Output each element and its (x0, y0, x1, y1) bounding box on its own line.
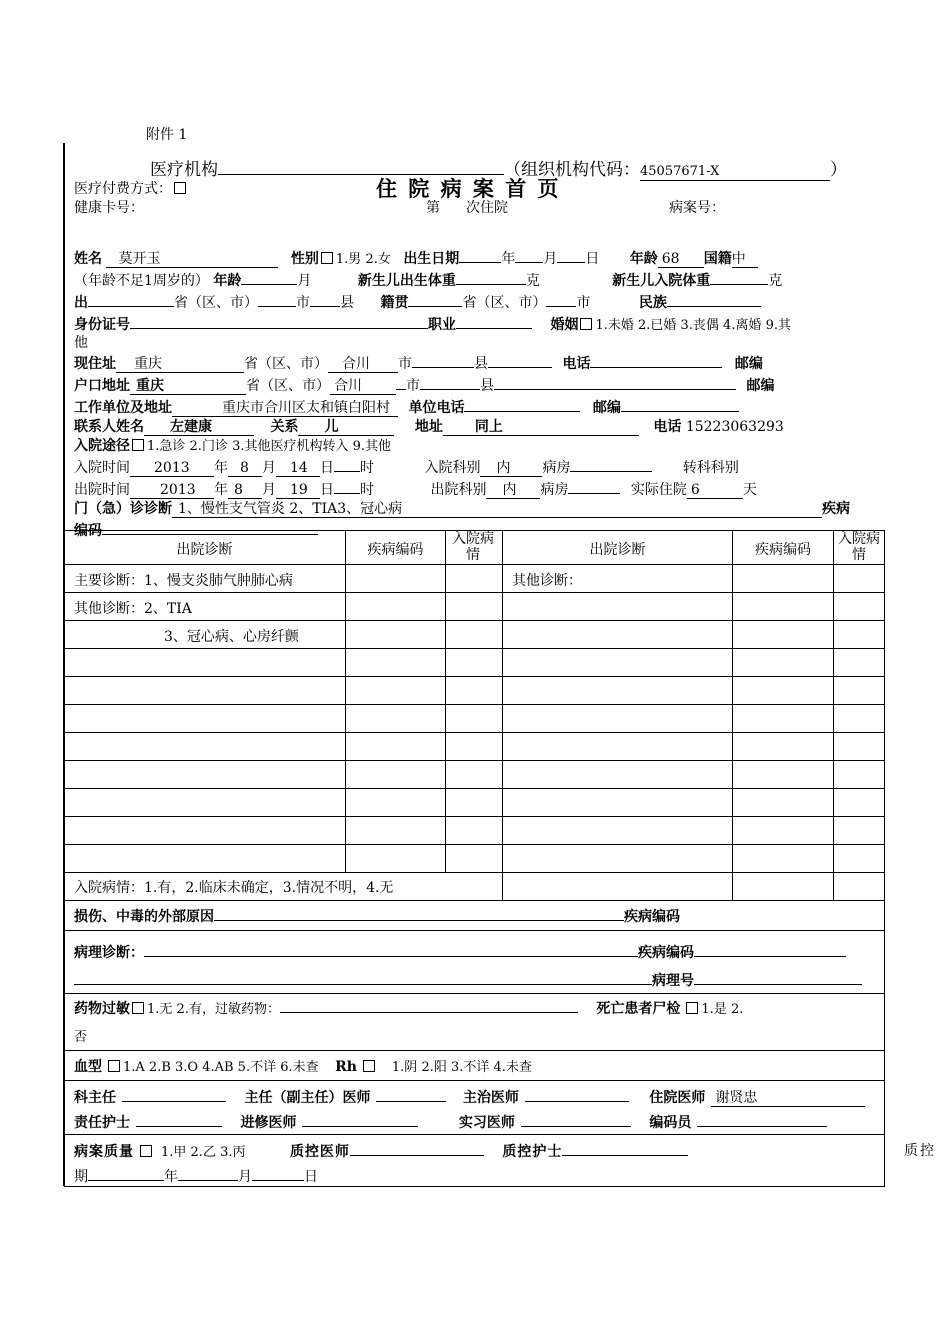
marriage-checkbox[interactable] (580, 318, 592, 330)
birth-month[interactable] (515, 247, 543, 263)
qc-date-label: 质控 (904, 1143, 936, 1159)
blood-options: 1.A 2.B 3.O 4.AB 5.不详 6.未查 (123, 1060, 319, 1075)
attending-label: 主治医师 (462, 1090, 519, 1106)
autopsy-options: 1.是 2. (701, 1002, 744, 1017)
record-no-label: 病案号： (669, 200, 725, 216)
clinic-diag-label: 门（急）诊诊断 (74, 501, 172, 517)
birthplace-county[interactable] (310, 291, 340, 307)
nationality-label: 国籍 (703, 251, 732, 267)
household-province-unit: 省（区、市） (246, 378, 330, 394)
injury-label: 损伤、中毒的外部原因 (74, 909, 214, 925)
out-year-unit: 年 (214, 482, 228, 498)
chief-input[interactable] (376, 1086, 446, 1102)
clinic-code-label: 编码 (74, 523, 102, 539)
nurse-label: 责任护士 (74, 1115, 130, 1131)
blood-line (64, 1080, 884, 1081)
clinic-disease-label: 疾病 (822, 501, 850, 517)
col-header-discharge-diag: 出院诊断 (176, 542, 233, 558)
newborn-weight-label: 新生儿出生体重 (357, 273, 456, 289)
health-card-label: 健康卡号： (74, 200, 144, 216)
col-header-disease-code: 疾病编码 (367, 542, 424, 558)
out-hour[interactable] (334, 478, 360, 494)
birth-day-unit: 日 (585, 251, 600, 267)
out-ward[interactable] (568, 478, 620, 494)
org-code-label: （组织机构代码： (504, 160, 640, 180)
contact-addr-label: 地址 (414, 419, 443, 435)
table-row-line (64, 844, 884, 845)
phone-label: 电话 (562, 356, 591, 372)
table-col-line (445, 530, 446, 872)
table-bottom-line (64, 900, 884, 901)
job-input[interactable] (456, 313, 532, 329)
route-checkbox[interactable] (132, 439, 144, 451)
route-options: 1.急诊 2.门诊 3.其他医疗机构转入 9.其他 (147, 439, 392, 454)
birthplace-province[interactable] (88, 291, 174, 307)
in-month[interactable]: 8 (228, 460, 262, 477)
sex-options: 1.男 2.女 (335, 252, 391, 267)
pathology-no-input[interactable] (694, 969, 862, 985)
birthplace-province-unit: 省（区、市） (174, 295, 258, 311)
in-dept[interactable]: 内 (480, 460, 542, 477)
id-label: 身份证号 (74, 317, 130, 333)
autopsy-checkbox[interactable] (686, 1002, 698, 1014)
table-header-line (64, 564, 884, 565)
native-province-unit: 省（区、市） (462, 295, 547, 311)
injury-code-label: 疾病编码 (624, 909, 680, 925)
work-value[interactable]: 重庆市合川区太和镇白阳村 (172, 400, 398, 417)
birth-day[interactable] (557, 247, 585, 263)
table-col-line (732, 530, 733, 900)
in-year[interactable]: 2013 (130, 460, 214, 477)
work-zip-input[interactable] (621, 396, 739, 412)
relation-label: 关系 (270, 419, 299, 435)
out-year[interactable]: 2013 (130, 482, 214, 499)
rh-options: 1.阴 2.阳 3.不详 4.未查 (391, 1060, 532, 1075)
out-hour-unit: 时 (360, 482, 374, 498)
out-day[interactable]: 19 (276, 482, 320, 499)
patient-info (74, 247, 884, 541)
quality-row (74, 1140, 688, 1161)
col-header-adm-condition: 入院病情 (452, 531, 494, 563)
in-day-unit: 日 (320, 460, 334, 476)
birthplace-city-unit: 市 (296, 295, 310, 311)
household-zip-label: 邮编 (746, 378, 775, 394)
quality-checkbox[interactable] (140, 1145, 152, 1157)
address-county-unit: 县 (474, 356, 488, 372)
payment-row (74, 178, 189, 198)
chief-label: 主任（副主任）医师 (244, 1090, 371, 1106)
rh-checkbox[interactable] (363, 1060, 375, 1072)
name-value[interactable]: 莫开玉 (106, 251, 278, 268)
native-province[interactable] (408, 291, 462, 307)
newborn-adm-weight-label: 新生儿入院体重 (612, 273, 711, 289)
in-hour[interactable] (334, 456, 360, 472)
pathology-row-2 (74, 969, 862, 990)
age-value[interactable]: 68 (658, 251, 704, 268)
payment-checkbox[interactable] (174, 182, 186, 194)
work-label: 工作单位及地址 (74, 400, 172, 416)
work-phone-label: 单位电话 (408, 400, 465, 416)
other-diagnosis-2: 其他诊断：2、TIA (74, 601, 192, 617)
qc-year-unit: 年 (164, 1169, 178, 1185)
rh-label: Rh (335, 1059, 357, 1075)
col-header-discharge-diag-2: 出院诊断 (589, 542, 646, 558)
table-col-line (833, 530, 834, 900)
household-label: 户口地址 (74, 378, 130, 394)
in-ward[interactable] (570, 456, 652, 472)
trainee-label: 进修医师 (240, 1115, 297, 1131)
director-label: 科主任 (74, 1090, 116, 1106)
nationality-value[interactable]: 中 (732, 251, 758, 268)
route-label: 入院途径 (74, 438, 130, 454)
director-input[interactable] (122, 1086, 226, 1102)
other-diagnosis-3: 3、冠心病、心房纤颤 (164, 629, 299, 645)
qc-doctor-label: 质控医师 (289, 1144, 350, 1160)
intern-input[interactable] (521, 1111, 631, 1127)
los-value[interactable]: 6 (687, 482, 743, 499)
household-city-line[interactable] (420, 374, 480, 390)
address-province-unit: 省（区、市） (244, 356, 328, 372)
sex-checkbox[interactable] (321, 252, 333, 264)
job-label: 职业 (428, 317, 456, 333)
injury-input[interactable] (214, 905, 624, 921)
address-label: 现住址 (74, 356, 116, 372)
out-month[interactable]: 8 (228, 482, 262, 499)
coder-label: 编码员 (649, 1115, 692, 1131)
table-row-line (64, 760, 884, 761)
col-header-adm-condition-2: 入院病情 (838, 531, 880, 563)
staff-row-1 (74, 1086, 865, 1107)
allergy-checkbox[interactable] (132, 1002, 144, 1014)
pathology-no-label: 病理号 (652, 973, 694, 989)
infant-age-input[interactable] (241, 269, 297, 285)
birthplace-label: 出 (74, 295, 88, 311)
injury-row (74, 905, 680, 926)
table-col-line (345, 530, 346, 872)
out-dept[interactable]: 内 (486, 482, 540, 499)
native-label: 籍贯 (380, 295, 409, 311)
blood-label: 血型 (74, 1059, 102, 1075)
address-county[interactable] (412, 352, 474, 368)
main-diagnosis: 主要诊断：1、慢支炎肺气肿肺心病 (74, 573, 293, 589)
address-city-unit: 市 (398, 356, 412, 372)
frame-bottom-line (64, 1186, 885, 1187)
pathology-input[interactable] (144, 941, 638, 957)
transfer-label: 转科科别 (682, 460, 739, 476)
contact-value[interactable]: 左建康 (144, 419, 254, 436)
address-province[interactable]: 重庆 (116, 356, 244, 373)
out-day-unit: 日 (320, 482, 334, 498)
pathology-code-label: 疾病编码 (638, 945, 694, 961)
ethnic-input[interactable] (667, 291, 761, 307)
in-hour-unit: 时 (360, 460, 374, 476)
in-year-unit: 年 (214, 460, 228, 476)
payment-label: 医疗付费方式： (74, 181, 172, 197)
ethnic-label: 民族 (638, 295, 667, 311)
table-row-line (64, 648, 884, 649)
col-header-disease-code-2: 疾病编码 (755, 542, 811, 558)
in-time-label: 入院时间 (74, 460, 130, 476)
quality-options: 1.甲 2.乙 3.丙 (161, 1145, 246, 1160)
frame-right-border (884, 530, 885, 1186)
allergy-row (74, 997, 743, 1018)
pathology-code-input[interactable] (694, 941, 846, 957)
table-row-line (64, 620, 884, 621)
native-city-unit: 市 (576, 295, 591, 311)
org-code-close: ） (830, 160, 847, 180)
staff-row-2 (74, 1111, 827, 1132)
attending-input[interactable] (525, 1086, 629, 1102)
in-month-unit: 月 (262, 460, 276, 476)
qc-day-unit: 日 (304, 1169, 318, 1185)
contact-label: 联系人姓名 (74, 419, 144, 435)
table-row-line (64, 872, 884, 873)
household-province[interactable]: 重庆 (130, 378, 246, 395)
allergy-label: 药物过敏 (74, 1001, 130, 1017)
contact-addr-value[interactable]: 同上 (443, 419, 639, 436)
newborn-adm-weight-input[interactable] (710, 269, 768, 285)
qc-date-row (74, 1165, 318, 1186)
marriage-options: 1.未婚 2.已婚 3.丧偶 4.离婚 9.其 (595, 318, 791, 333)
other-diagnosis-label: 其他诊断： (512, 573, 582, 589)
marriage-options-cont: 他 (74, 335, 88, 351)
resident-label: 住院医师 (649, 1090, 706, 1106)
household-city-unit: 市 (406, 378, 420, 394)
pathology-row (74, 941, 846, 962)
clinic-code-input[interactable] (102, 519, 318, 535)
page-title: 住 院 病 案 首 页 (376, 176, 561, 201)
relation-value[interactable]: 儿 (298, 419, 394, 436)
qc-doctor-input[interactable] (350, 1140, 484, 1156)
allergy-input[interactable] (280, 997, 578, 1013)
birthplace-city[interactable] (258, 291, 296, 307)
admission-order (426, 197, 508, 217)
birth-month-unit: 月 (543, 251, 558, 267)
birth-year-unit: 年 (501, 251, 516, 267)
allergy-options: 1.无 2.有，过敏药物： (147, 1002, 280, 1017)
qc-nurse-input[interactable] (562, 1140, 688, 1156)
table-row-line (64, 592, 884, 593)
id-input[interactable] (130, 313, 428, 329)
birth-year[interactable] (459, 247, 501, 263)
qc-date-prefix: 期 (74, 1169, 88, 1185)
los-unit: 天 (742, 482, 757, 498)
qc-day-input[interactable] (252, 1165, 304, 1181)
name-label: 姓名 (74, 251, 102, 267)
sex-label: 性别 (290, 251, 319, 267)
org-code[interactable]: 45057671-X (640, 164, 830, 181)
newborn-weight-input[interactable] (456, 269, 526, 285)
infant-age-unit: 月 (297, 273, 312, 289)
out-time-label: 出院时间 (74, 482, 130, 498)
qc-month-unit: 月 (238, 1169, 252, 1185)
address-city[interactable]: 合川 (328, 356, 398, 373)
newborn-weight-unit: 克 (525, 273, 540, 289)
blood-checkbox[interactable] (108, 1060, 120, 1072)
household-city[interactable]: 合川 (330, 378, 396, 395)
qc-nurse-label: 质控护士 (502, 1144, 563, 1160)
los-label: 实际住院 (630, 482, 687, 498)
admission-order-suffix: 次住院 (466, 200, 508, 216)
qc-year-input[interactable] (88, 1165, 164, 1181)
attachment-label: 附件 1 (146, 127, 188, 143)
allergy-line (64, 1050, 884, 1051)
out-month-unit: 月 (262, 482, 276, 498)
resident-name[interactable]: 谢贤忠 (711, 1090, 865, 1107)
out-ward-label: 病房 (540, 482, 569, 498)
table-col-line (502, 530, 503, 900)
newborn-adm-weight-unit: 克 (768, 273, 783, 289)
clinic-diag-value[interactable]: 1、慢性支气管炎 2、TIA3、冠心病 (172, 501, 822, 518)
injury-line (64, 930, 884, 931)
in-day[interactable]: 14 (276, 460, 320, 477)
marriage-label: 婚姻 (550, 317, 579, 333)
adm-condition-legend: 入院病情：1.有，2.临床未确定，3.情况不明，4.无 (74, 880, 394, 896)
in-ward-label: 病房 (542, 460, 571, 476)
table-row-line (64, 788, 884, 789)
household-city-gap[interactable] (396, 374, 406, 390)
table-row-line (64, 816, 884, 817)
table-row-line (64, 732, 884, 733)
quality-label: 病案质量 (74, 1144, 134, 1160)
birth-label: 出生日期 (403, 251, 460, 267)
in-dept-label: 入院科别 (424, 460, 481, 476)
native-city[interactable] (546, 291, 576, 307)
pathology-line (64, 993, 884, 994)
nurse-input[interactable] (136, 1111, 222, 1127)
table-row-line (64, 704, 884, 705)
out-dept-label: 出院科别 (430, 482, 487, 498)
birthplace-county-unit: 县 (340, 295, 354, 311)
admission-order-prefix: 第 (426, 200, 440, 216)
blood-row (74, 1056, 532, 1076)
intern-label: 实习医师 (458, 1115, 515, 1131)
phone-input[interactable] (590, 352, 722, 368)
work-phone-input[interactable] (464, 396, 580, 412)
age-label: 年龄 (629, 251, 658, 267)
coder-input[interactable] (697, 1111, 827, 1127)
org-label: 医疗机构 (150, 160, 218, 180)
infant-age-label: 年龄 (213, 273, 242, 289)
autopsy-cont: 否 (74, 1030, 88, 1045)
work-zip-label: 邮编 (592, 400, 621, 416)
qc-month-input[interactable] (178, 1165, 238, 1181)
staff-line (64, 1134, 884, 1135)
household-detail[interactable] (494, 374, 736, 390)
frame-left-border (63, 143, 65, 1186)
household-county-unit: 县 (480, 378, 494, 394)
address-detail[interactable] (488, 352, 552, 368)
zip-label: 邮编 (734, 356, 763, 372)
pathology-label: 病理诊断： (74, 945, 144, 961)
infant-age-note: （年龄不足1周岁的） (74, 273, 209, 289)
contact-phone-value[interactable]: 15223063293 (685, 419, 784, 435)
pathology-input-2[interactable] (74, 969, 652, 985)
trainee-input[interactable] (302, 1111, 418, 1127)
table-row-line (64, 676, 884, 677)
contact-phone-label: 电话 (653, 419, 682, 435)
autopsy-label: 死亡患者尸检 (596, 1001, 681, 1017)
